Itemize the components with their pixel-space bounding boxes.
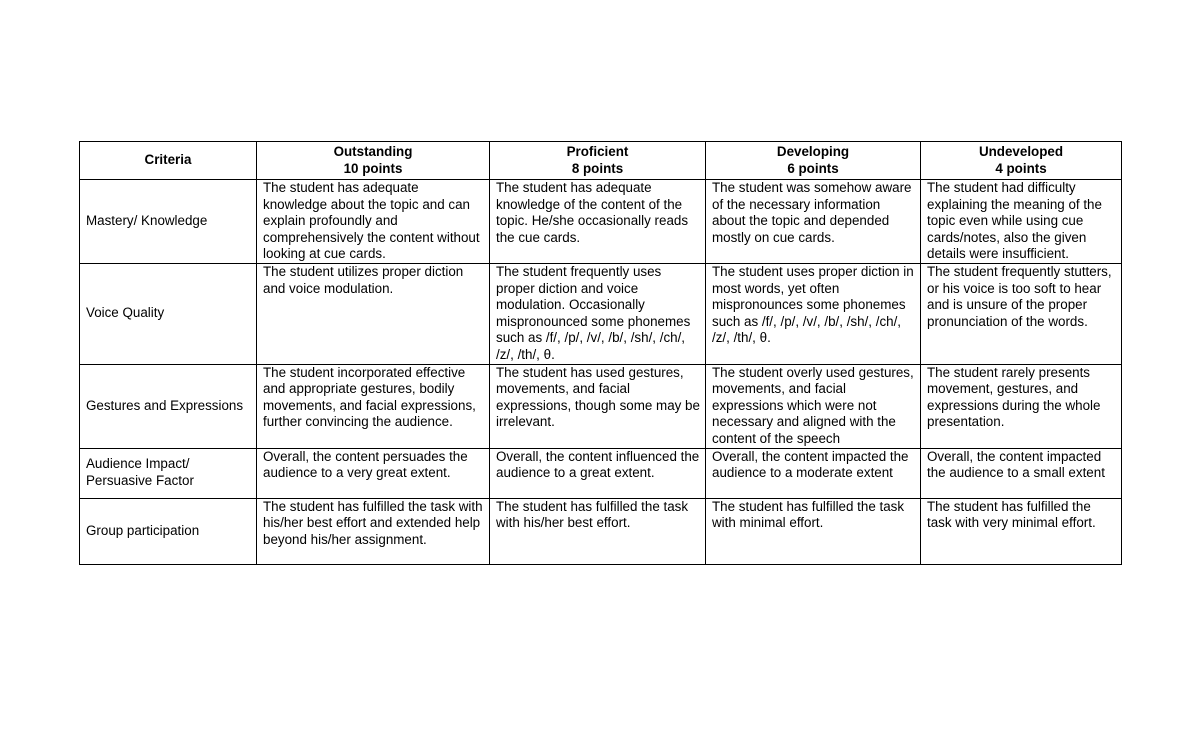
level-header-proficient <box>490 142 706 180</box>
descriptor-cell: The student rarely presents movement, gestures, and expressions during the whole presentation. <box>921 364 1122 448</box>
level-header-undeveloped <box>921 142 1122 180</box>
criteria-header: Criteria <box>80 142 257 180</box>
descriptor-cell: The student frequently uses proper diction and voice modulation. Occasionally mispronounced some phonemes such as /f/, /p/, /v/, /b/, /sh/, /ch/, /z/, /th/, θ. <box>490 263 706 364</box>
descriptor-cell: The student has fulfilled the task with very minimal effort. <box>921 498 1122 564</box>
level-points: 8 points <box>571 160 624 176</box>
descriptor-cell: The student incorporated effective and appropriate gestures, bodily movements, and facial expressions, further convincing the audience. <box>257 364 490 448</box>
descriptor-cell: The student has fulfilled the task with his/her best effort and extended help beyond his/her assignment. <box>257 498 490 564</box>
descriptor-cell: The student has fulfilled the task with minimal effort. <box>706 498 921 564</box>
level-points: 4 points <box>995 160 1047 176</box>
table-row <box>80 180 1122 264</box>
descriptor-cell: The student frequently stutters, or his voice is too soft to hear and is unsure of the proper pronunciation of the words. <box>921 263 1122 364</box>
level-name: Proficient <box>566 143 629 159</box>
criterion-cell: Group participation <box>80 498 257 564</box>
descriptor-cell: The student has used gestures, movements, and facial expressions, though some may be irrelevant. <box>490 364 706 448</box>
descriptor-cell: The student had difficulty explaining the meaning of the topic even while using cue cards/notes, also the given details were insufficient. <box>921 180 1122 264</box>
criterion-cell: Mastery/ Knowledge <box>80 180 257 264</box>
level-points: 10 points <box>343 160 403 176</box>
rubric-table <box>79 141 1122 565</box>
table-header-row <box>80 142 1122 180</box>
criterion-cell: Voice Quality <box>80 263 257 364</box>
descriptor-cell: The student has adequate knowledge of the content of the topic. He/she occasionally reads the cue cards. <box>490 180 706 264</box>
level-header-developing <box>706 142 921 180</box>
descriptor-cell: The student was somehow aware of the necessary information about the topic and depended mostly on cue cards. <box>706 180 921 264</box>
table-row <box>80 263 1122 364</box>
descriptor-cell: The student overly used gestures, movements, and facial expressions which were not necessary and aligned with the content of the speech <box>706 364 921 448</box>
level-name: Outstanding <box>333 143 413 159</box>
descriptor-cell: Overall, the content persuades the audience to a very great extent. <box>257 448 490 498</box>
level-name: Undeveloped <box>978 143 1064 159</box>
descriptor-cell: The student uses proper diction in most words, yet often mispronounces some phonemes such as /f/, /p/, /v/, /b/, /sh/, /ch/, /z/, /th/, θ. <box>706 263 921 364</box>
level-header-outstanding <box>257 142 490 180</box>
criterion-cell: Audience Impact/ Persuasive Factor <box>80 448 257 498</box>
descriptor-cell: Overall, the content influenced the audience to a great extent. <box>490 448 706 498</box>
level-points: 6 points <box>787 160 839 176</box>
descriptor-cell: The student utilizes proper diction and voice modulation. <box>257 263 490 364</box>
table-row <box>80 364 1122 448</box>
descriptor-cell: Overall, the content impacted the audience to a small extent <box>921 448 1122 498</box>
descriptor-cell: Overall, the content impacted the audience to a moderate extent <box>706 448 921 498</box>
descriptor-cell: The student has fulfilled the task with his/her best effort. <box>490 498 706 564</box>
descriptor-cell: The student has adequate knowledge about the topic and can explain profoundly and comprehensively the content without looking at cue cards. <box>257 180 490 264</box>
table-row <box>80 498 1122 564</box>
table-row <box>80 448 1122 498</box>
criterion-cell: Gestures and Expressions <box>80 364 257 448</box>
level-name: Developing <box>776 143 850 159</box>
